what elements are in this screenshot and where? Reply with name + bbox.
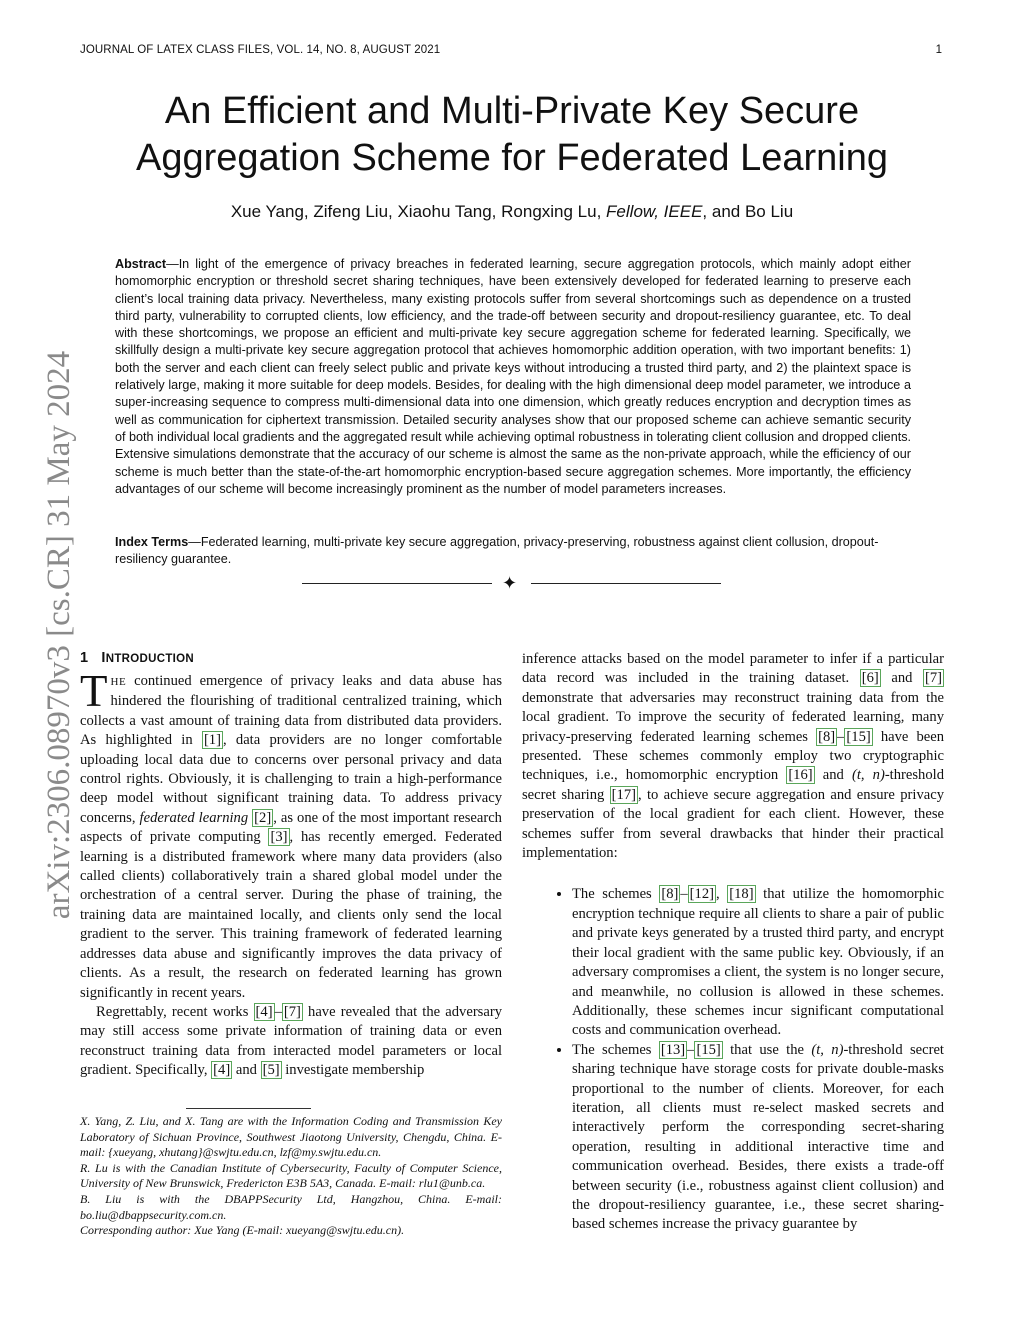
text-run: The schemes: [572, 886, 660, 903]
citation-link[interactable]: [2]: [254, 809, 272, 826]
text-run: The schemes: [572, 1041, 659, 1058]
list-item: [572, 1041, 944, 1235]
citation-link[interactable]: [1]: [203, 732, 221, 749]
text-run: –: [837, 728, 845, 745]
citation-link[interactable]: [15]: [846, 728, 871, 745]
author-fellow: Fellow, IEEE: [606, 202, 703, 221]
abstract-text: —In light of the emergence of privacy breaches in federated learning, secure aggregation protocols, which mainly adopt either homomorphic encryption or threshold secret sharing techniques, have been extensively developed for federated learning to preserve each client’s local training data privacy. Nevertheless, many existing protocols suffer from several shortcomings such as dependence on a trusted third party, vulnerability to corrupted clients, low efficiency, and the trade-off between security and dropout-resiliency guarantee, etc. To deal with these shortcomings, we propose an efficient and multi-private key secure aggregation scheme for federated learning. Specifically, we skillfully design a multi-private key secure aggregation protocol that achieves homomorphic addition operation, with two important benefits: 1) both the server and each client can freely select public and private keys without introducing a trusted third party, and 2) the plaintext space is relatively large, making it more suitable for deep models. Besides, for dealing with the high dimensional deep model parameter, we introduce a super-increasing sequence to compress multi-dimensional data into one dimension, which greatly reduces encryption and decryption times as well as communication for ciphertext transmission. Detailed security analyses show that our proposed scheme can achieve semantic security of both individual local gradients and the aggregated result while achieving optimal robustness in tolerating client collusion and dropped clients. Extensive simulations demonstrate that the accuracy of our scheme is almost the same as the non-private approach, while the efficiency of our scheme is much better than the state-of-the-art homomorphic encryption-based secure aggregation schemes. More importantly, the efficiency advantages of our scheme will become increasingly prominent as the number of model parameters increases.: [115, 257, 911, 496]
arxiv-side-stamp[interactable]: arXiv:2306.08970v3 [cs.CR] 31 May 2024: [41, 350, 77, 920]
abstract: [115, 256, 911, 498]
author-names: Xue Yang, Zifeng Liu, Xiaohu Tang, Rongxing Lu,: [230, 202, 602, 221]
text-run: have revealed that the adversary may still access some private information of training data or even reconstruct training data from interacted model parameters or local gradient. Specifically,: [80, 1003, 502, 1079]
citation-link[interactable]: [5]: [262, 1062, 280, 1079]
separator-rule-left: [302, 583, 492, 584]
citation-link[interactable]: [6]: [861, 670, 879, 687]
citation-link[interactable]: [13]: [660, 1041, 686, 1058]
section-number: 1: [80, 650, 89, 666]
text-run: , has recently emerged. Federated learning is a distributed framework where many data providers (also called clients) collaboratively train a shared global model under the orchestration of a central server. During the phase of training, the training data are maintained locally, and clients only send the local gradient to the server. This training framework of federated learning addresses data abuse and significantly improves the data privacy of clients. As a result, the research on federated learning has grown significantly in recent years.: [80, 829, 502, 1001]
text-run: –: [687, 1041, 695, 1058]
text-run: inference attacks based on the model parameter to infer if a particular data record was included in the training dataset.: [522, 651, 944, 687]
right-column: [522, 650, 944, 1235]
citation-link[interactable]: [12]: [689, 886, 714, 903]
citation-link[interactable]: [15]: [696, 1041, 721, 1058]
paragraph-intro-2: [80, 1003, 502, 1081]
text-run: that use the: [722, 1041, 812, 1058]
text-run: and: [232, 1062, 261, 1079]
section-heading: [80, 650, 502, 666]
index-terms-label: Index Terms: [115, 535, 189, 549]
text-run: demonstrate that adversaries may reconstruct training data from the local gradient. To improve the security of federated learning, many privacy-preserving federated learning schemes: [522, 689, 944, 745]
author-last: , and Bo Liu: [702, 202, 794, 221]
author-line: [80, 202, 944, 222]
citation-link[interactable]: [17]: [611, 786, 636, 803]
dropcap: T: [80, 666, 108, 716]
separator-diamond-icon: ✦: [502, 573, 518, 593]
index-terms-text: —Federated learning, multi-private key secure aggregation, privacy-preserving, robustness against client collusion, dropout-resiliency guarantee.: [115, 535, 879, 567]
paper-title: [80, 88, 944, 182]
separator-rule-right: [531, 583, 721, 584]
citation-link[interactable]: [3]: [270, 829, 288, 846]
citation-link[interactable]: [7]: [283, 1003, 301, 1020]
math-inline: (t, n): [811, 1041, 844, 1058]
footnote-affiliation-2: R. Lu is with the Canadian Institute of Cybersecurity, Faculty of Computer Science, University of New Brunswick, Fredericton E3B 5A3, Canada. E-mail: rlu1@unb.ca.: [80, 1160, 502, 1191]
page-number: 1: [935, 44, 942, 56]
citation-link[interactable]: [7]: [924, 670, 943, 687]
footnote-corresponding-author: Corresponding author: Xue Yang (E-mail: xueyang@swjtu.edu.cn).: [80, 1223, 405, 1238]
citation-link[interactable]: [16]: [788, 767, 813, 784]
text-run: , to achieve secure aggregation and ensure privacy preservation of the local gradient for each client. However, these schemes suffer from several drawbacks that hinder their practical implementation:: [522, 786, 944, 862]
text-run: Regrettably, recent works: [96, 1003, 254, 1020]
text-run: continued emergence of privacy leaks and data abuse has hindered the flourishing of traditional centralized training, which collects a vast amount of training data from distributed data providers. As highlighted in: [80, 673, 502, 749]
footnotes: [80, 1114, 502, 1239]
text-run: ,: [715, 886, 728, 903]
text-run: , data providers are no longer comfortable uploading local data due to concerns over personal privacy and data control rights. Obviously, it is challenging to train a high-performance deep model without significant training data. To address privacy concerns,: [80, 732, 502, 826]
title-line-1: An Efficient and Multi-Private Key Secure: [164, 90, 860, 132]
text-run: -threshold secret sharing technique have storage costs for private double-masks proportional to the number of clients. Moreover, for each iteration, all clients must re-select masked secrets and interactively perform the corresponding secret-sharing operation, resulting in additional interactive time and communication overhead. Besides, there exists a trade-off between security (i.e., robustness against client collusion) and the dropout-resiliency guarantee, i.e., these secret sharing-based schemes increase the privacy guarantee by: [572, 1041, 944, 1233]
paragraph-intro-1: [80, 666, 502, 1003]
citation-link[interactable]: [4]: [255, 1003, 273, 1020]
text-run: –: [274, 1003, 282, 1020]
left-column: [80, 650, 502, 1081]
drawbacks-list: [522, 885, 944, 1234]
emphasis-text: federated learning: [139, 809, 249, 826]
title-line-2: Aggregation Scheme for Federated Learning: [135, 137, 889, 179]
text-run: , as one of the most important research aspects of private computing: [80, 809, 502, 846]
dropcap-smallcaps: HE: [110, 676, 127, 688]
citation-link[interactable]: [4]: [213, 1062, 231, 1079]
text-run: and: [880, 670, 923, 687]
math-inline: (t, n): [851, 767, 885, 784]
index-terms: [115, 534, 911, 569]
text-run: that utilize the homomorphic encryption technique require all clients to share a pair of public and private keys generated by a trusted third party, and encrypt their local gradient with the same public key. Obviously, if an adversary compromises a client, the system is no longer secure, and meanwhile, no collusion is allowed in these schemes. Additionally, these schemes incur significant computational costs and communication overhead.: [572, 886, 945, 1039]
text-run: have been presented. These schemes commonly employ two cryptographic techniques, i.e., homomorphic encryption: [522, 728, 944, 784]
running-head: JOURNAL OF LATEX CLASS FILES, VOL. 14, NO. 8, AUGUST 2021: [80, 44, 441, 56]
citation-link[interactable]: [8]: [818, 728, 836, 745]
text-run: and: [814, 767, 852, 784]
paragraph-intro-3: [522, 650, 944, 863]
footnote-rule: [186, 1108, 311, 1109]
section-title-rest: NTRODUCTION: [105, 653, 194, 665]
footnote-affiliation-3: B. Liu is with the DBAPPSecurity Ltd, Hangzhou, China. E-mail: bo.liu@dbappsecurity.com.cn.: [80, 1191, 502, 1222]
text-run: –: [680, 886, 688, 903]
text-run: investigate membership: [281, 1062, 425, 1079]
section-title-first: I: [101, 650, 106, 666]
citation-link[interactable]: [18]: [729, 886, 754, 903]
footnote-affiliation-1: X. Yang, Z. Liu, and X. Tang are with the Information Coding and Transmission Key Laboratory of Sichuan Province, Southwest Jiaotong University, Chengdu, China. E-mail: {xueyang, xhutang}@swjtu.edu.cn, lzf@my.swjtu.edu.cn.: [80, 1114, 502, 1160]
list-item: [572, 885, 944, 1040]
abstract-label: Abstract: [115, 257, 167, 271]
citation-link[interactable]: [8]: [661, 886, 679, 903]
text-run: -threshold secret sharing: [522, 767, 944, 803]
